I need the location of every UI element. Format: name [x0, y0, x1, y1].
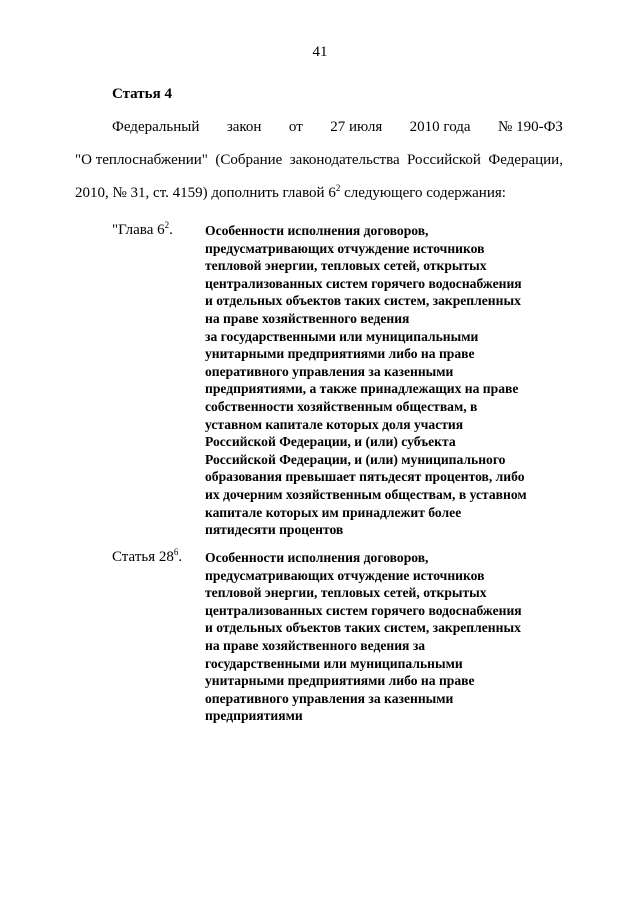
title-line: оперативного управления за казенными	[205, 690, 454, 706]
title-line: предприятиями, а также принадлежащих на праве	[205, 381, 519, 397]
title-line: централизованных систем горячего водоснабжения	[205, 275, 522, 291]
title-line: предусматривающих отчуждение источников	[205, 240, 485, 256]
title-line: на праве хозяйственного ведения	[205, 310, 410, 326]
article-title	[205, 549, 575, 725]
intro-word: (Собрание	[215, 152, 283, 168]
intro-line-1	[112, 119, 563, 136]
intro-word: законодательства	[289, 152, 400, 168]
title-line: и отдельных объектов таких систем, закрепленных	[205, 293, 521, 309]
intro-word: закон	[226, 119, 262, 135]
intro-word: от	[288, 119, 303, 135]
title-line: централизованных систем горячего водоснабжения	[205, 602, 522, 618]
title-line: предусматривающих отчуждение источников	[205, 567, 485, 583]
title-line: за государственными или муниципальными	[205, 328, 479, 344]
intro-text: следующего содержания:	[340, 185, 506, 201]
superscript: 2	[164, 220, 170, 230]
title-line: Особенности исполнения договоров,	[205, 550, 429, 565]
title-line: пятидесяти процентов	[205, 522, 344, 538]
title-line: Особенности исполнения договоров,	[205, 223, 429, 238]
title-line: тепловой энергии, тепловых сетей, открытых	[205, 585, 487, 601]
article-label-suffix: .	[178, 549, 183, 565]
title-line: образования превышает пятьдесят процентов, либо	[205, 469, 525, 485]
superscript: 2	[335, 183, 341, 193]
intro-text: 2010, № 31, ст. 4159) дополнить главой 6	[75, 185, 336, 201]
intro-word: Российской	[407, 152, 481, 168]
title-line: уставном капитале которых доля участия	[205, 416, 464, 432]
title-line: предприятиями	[205, 708, 303, 724]
chapter-label	[112, 222, 173, 239]
title-line: Российской Федерации, и (или) субъекта	[205, 434, 456, 450]
intro-word: Федеральный	[112, 119, 200, 135]
title-line: тепловой энергии, тепловых сетей, открытых	[205, 258, 487, 274]
intro-line-2	[75, 152, 563, 169]
chapter-title	[205, 222, 575, 539]
title-line: капитале которых им принадлежит более	[205, 504, 462, 520]
article-label-text: Статья 28	[112, 549, 174, 565]
intro-word: "О теплоснабжении"	[75, 152, 208, 168]
intro-word: 2010 года	[409, 119, 471, 135]
intro-word: 27 июля	[330, 119, 383, 135]
title-line: их дочерним хозяйственным обществам, в уставном	[205, 486, 527, 502]
title-line: государственными или муниципальными	[205, 655, 463, 671]
title-line: на праве хозяйственного ведения за	[205, 637, 426, 653]
title-line: собственности хозяйственным обществам, в	[205, 398, 478, 414]
intro-line-3	[75, 185, 563, 202]
chapter-label-text: "Глава 6	[112, 222, 165, 238]
page-number: 41	[312, 44, 328, 60]
title-line: унитарными предприятиями либо на праве	[205, 346, 475, 362]
title-line: и отдельных объектов таких систем, закрепленных	[205, 620, 521, 636]
title-line: оперативного управления за казенными	[205, 363, 454, 379]
title-line: Российской Федерации, и (или) муниципального	[205, 451, 506, 467]
chapter-label-suffix: .	[169, 222, 173, 238]
title-line: унитарными предприятиями либо на праве	[205, 673, 475, 689]
article-heading: Статья 4	[112, 86, 172, 102]
intro-word: Федерации,	[488, 152, 563, 168]
intro-word: № 190-ФЗ	[498, 119, 563, 135]
superscript: 6	[173, 547, 179, 557]
article-label	[112, 549, 182, 566]
